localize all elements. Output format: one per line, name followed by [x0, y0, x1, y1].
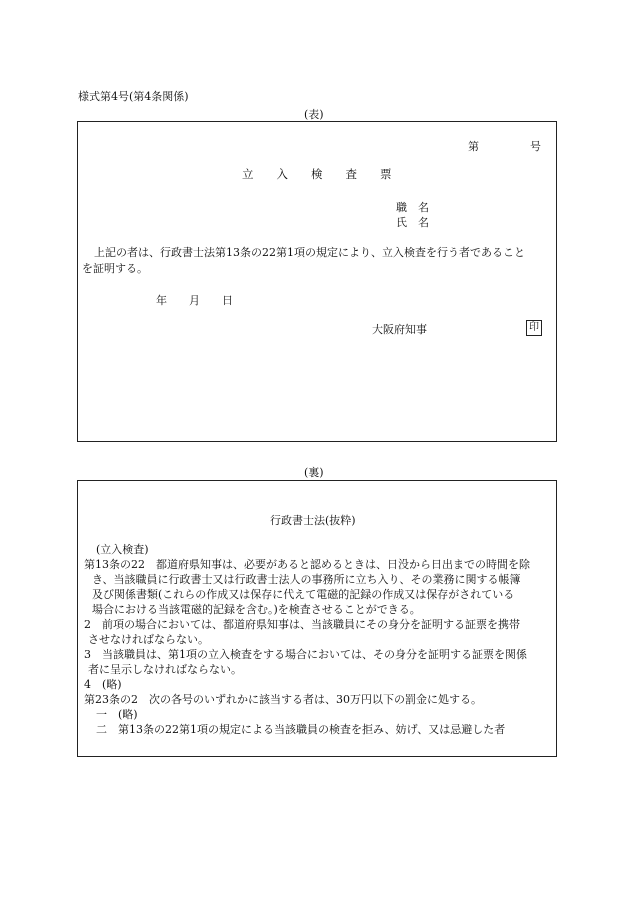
law-line: 3 当該職員は、第1項の立入検査をする場合においては、その身分を証明する証票を関係 — [84, 648, 527, 661]
post-label: 職 名 — [396, 201, 429, 214]
back-heading: (裏) — [304, 466, 324, 479]
form-label: 様式第4号(第4条関係) — [78, 90, 189, 103]
front-card — [77, 121, 557, 442]
law-line: (立入検査) — [96, 543, 149, 556]
law-line: き、当該職員に行政書士又は行政書士法人の事務所に立ち入り、その業務に関する帳簿 — [92, 573, 521, 586]
seal-icon: 印 — [526, 320, 542, 336]
law-line: 者に呈示しなければならない。 — [88, 663, 242, 676]
law-line: 4 (略) — [84, 678, 122, 691]
number-prefix: 第 — [468, 140, 479, 153]
issuer-name: 大阪府知事 — [372, 323, 427, 336]
law-line: 第23条の2 次の各号のいずれかに該当する者は、30万円以下の罰金に処する。 — [84, 693, 482, 706]
law-line: 第13条の22 都道府県知事は、必要があると認めるときは、日没から日出までの時間を除 — [84, 558, 530, 571]
front-heading: (表) — [304, 108, 324, 121]
law-title: 行政書士法(抜粋) — [270, 514, 356, 527]
certify-text-line1: 上記の者は、行政書士法第13条の22第1項の規定により、立入検査を行う者であること — [94, 246, 525, 259]
law-line: させなければならない。 — [88, 633, 209, 646]
law-line: 二 第13条の22第1項の規定による当該職員の検査を拒み、妨げ、又は忌避した者 — [96, 723, 506, 736]
number-suffix: 号 — [530, 140, 541, 153]
law-line: 場合における当該電磁的記録を含む。)を検査させることができる。 — [92, 603, 421, 616]
law-line: 一 (略) — [96, 708, 138, 721]
law-line: 2 前項の場合においては、都道府県知事は、当該職員にその身分を証明する証票を携帯 — [84, 618, 520, 631]
back-card — [77, 480, 557, 757]
name-label: 氏 名 — [396, 216, 429, 229]
issue-date: 年 月 日 — [156, 294, 233, 307]
card-title: 立 入 検 査 票 — [242, 167, 392, 181]
certify-text-line2: を証明する。 — [82, 262, 148, 275]
law-line: 及び関係書類(これらの作成又は保存に代えて電磁的記録の作成又は保存がされている — [92, 588, 515, 601]
